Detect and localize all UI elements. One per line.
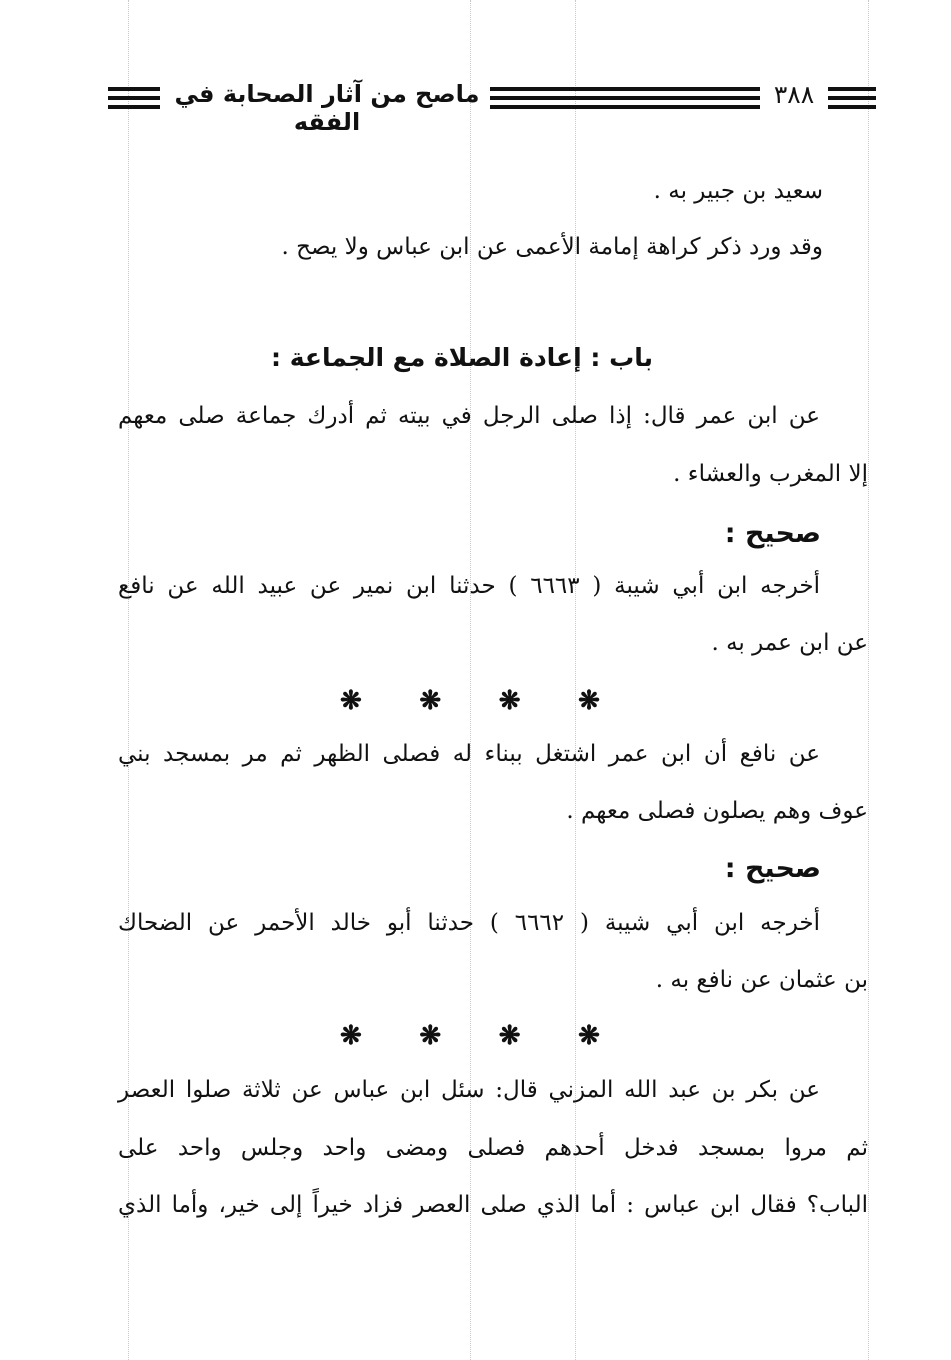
separator-star: ❋ bbox=[498, 686, 521, 716]
page-number: ٣٨٨ bbox=[773, 80, 815, 109]
separator-star: ❋ bbox=[340, 1021, 362, 1051]
text-line: الباب؟ فقال ابن عباس : أما الذي صلى العصر فزاد خيراً إلى خير، وأما الذي bbox=[118, 1192, 868, 1218]
text-line: عن بكر بن عبد الله المزني قال: سئل ابن عباس عن ثلاثة صلوا العصر bbox=[118, 1077, 820, 1103]
text-line: أخرجه ابن أبي شيبة ( ٦٦٦٢ ) حدثنا أبو خالد الأحمر عن الضحاك bbox=[118, 910, 821, 936]
separator-star: ❋ bbox=[419, 686, 442, 716]
text-line: إلا المغرب والعشاء . bbox=[673, 461, 868, 487]
text-line: أخرجه ابن أبي شيبة ( ٦٦٦٣ ) حدثنا ابن نمير عن عبيد الله عن نافع bbox=[118, 573, 821, 599]
text-line: عن ابن عمر به . bbox=[711, 630, 868, 656]
text-line: بن عثمان عن نافع به . bbox=[655, 967, 868, 993]
text-line: سعيد بن جبير به . bbox=[653, 178, 823, 204]
text-line: عن ابن عمر قال: إذا صلى الرجل في بيته ثم أدرك جماعة صلى معهم bbox=[118, 403, 820, 429]
header-rule bbox=[828, 87, 876, 109]
header-rule bbox=[490, 87, 760, 109]
section-separator bbox=[340, 686, 600, 716]
section-heading: باب : إعادة الصلاة مع الجماعة : bbox=[271, 343, 653, 372]
book-title: ماصح من آثار الصحابة في الفقه bbox=[174, 80, 480, 136]
separator-star: ❋ bbox=[578, 1021, 600, 1051]
text-line: عوف وهم يصلون فصلى معهم . bbox=[566, 798, 868, 824]
separator-star: ❋ bbox=[340, 686, 362, 716]
grading-label: صحيح : bbox=[724, 518, 821, 549]
running-header bbox=[100, 78, 880, 136]
text-line: عن نافع أن ابن عمر اشتغل ببناء له فصلى الظهر ثم مر بمسجد بني bbox=[118, 741, 820, 767]
separator-star: ❋ bbox=[419, 1021, 442, 1051]
scan-guide-line bbox=[868, 0, 869, 1360]
separator-star: ❋ bbox=[498, 1021, 521, 1051]
grading-label: صحيح : bbox=[724, 853, 821, 884]
text-line: ثم مروا بمسجد فدخل أحدهم فصلى ومضى واحد وجلس واحد على bbox=[118, 1135, 868, 1161]
header-rule bbox=[108, 87, 160, 109]
separator-star: ❋ bbox=[578, 686, 600, 716]
section-separator bbox=[340, 1021, 600, 1051]
text-line: وقد ورد ذكر كراهة إمامة الأعمى عن ابن عباس ولا يصح . bbox=[281, 234, 823, 260]
